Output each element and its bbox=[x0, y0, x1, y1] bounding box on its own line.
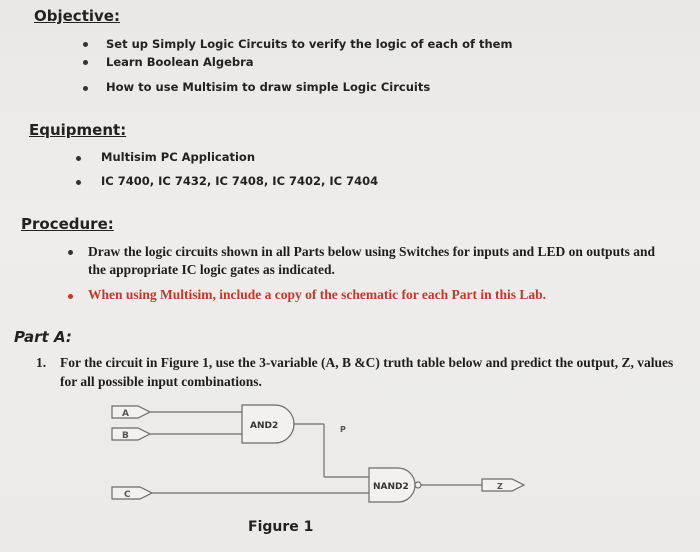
objective-heading: Objective: bbox=[34, 7, 120, 25]
input-c-connector bbox=[112, 487, 152, 499]
equipment-item: IC 7400, IC 7432, IC 7408, IC 7402, IC 7404 bbox=[101, 174, 379, 188]
objective-item: How to use Multisim to draw simple Logic Circuits bbox=[106, 80, 431, 94]
part-a-heading: Part A: bbox=[14, 328, 72, 346]
equipment-heading: Equipment: bbox=[29, 121, 127, 139]
nand2-label: NAND2 bbox=[373, 482, 409, 492]
question-text: For the circuit in Figure 1, use the 3-variable (A, B &C) truth table below and predict the output, Z, values for all possible input combinations. bbox=[60, 355, 674, 389]
input-b-label: B bbox=[122, 431, 129, 441]
input-b-connector bbox=[112, 428, 150, 440]
input-a-connector bbox=[112, 406, 150, 418]
node-p-label: P bbox=[340, 425, 346, 434]
nand2-bubble bbox=[415, 482, 421, 488]
output-z-label: Z bbox=[497, 482, 503, 491]
and2-label: AND2 bbox=[250, 421, 279, 431]
figure-caption: Figure 1 bbox=[248, 519, 314, 535]
output-z-connector bbox=[482, 479, 524, 491]
procedure-heading: Procedure: bbox=[21, 215, 114, 233]
procedure-item-highlighted: When using Multisim, include a copy of the schematic for each Part in this Lab. bbox=[88, 287, 547, 302]
objective-item: Set up Simply Logic Circuits to verify the logic of each of them bbox=[106, 37, 513, 51]
objective-item: Learn Boolean Algebra bbox=[106, 55, 254, 69]
equipment-item: Multisim PC Application bbox=[101, 150, 256, 164]
input-a-label: A bbox=[122, 409, 129, 419]
input-c-label: C bbox=[124, 490, 131, 500]
procedure-item: Draw the logic circuits shown in all Parts below using Switches for inputs and LED on outputs and the appropriate IC logic gates as indicated. bbox=[88, 244, 655, 277]
question-number: 1. bbox=[36, 355, 47, 370]
